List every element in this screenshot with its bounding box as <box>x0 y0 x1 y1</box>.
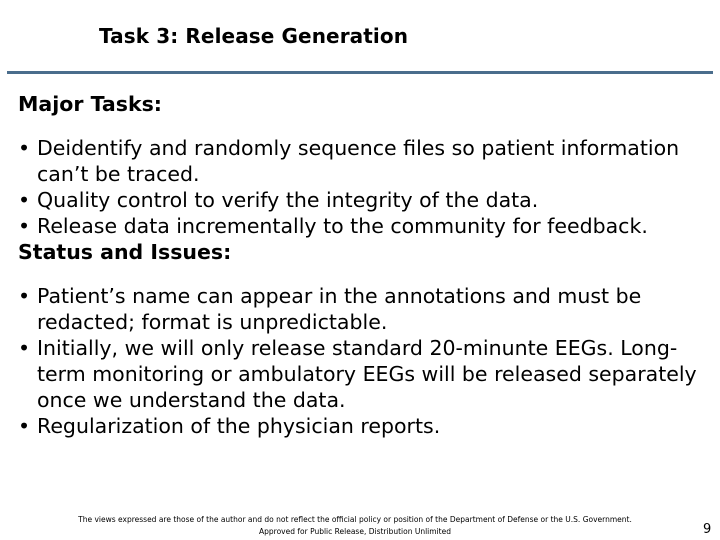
footer-disclaimer <box>0 514 710 538</box>
list-item: • Initially, we will only release standard 20-minunte EEGs. Long-term monitoring or ambulatory EEGs will be released separately once we understand the data. <box>18 335 708 413</box>
slide-content <box>18 91 708 439</box>
slide-title: Task 3: Release Generation <box>99 24 409 48</box>
list-item: • Patient’s name can appear in the annotations and must be redacted; format is unpredictable. <box>18 283 708 335</box>
list-item: • Regularization of the physician reports. <box>18 413 708 439</box>
footer-disclaimer-line: The views expressed are those of the author and do not reflect the official policy or position of the Department of Defense or the U.S. Government. <box>78 515 632 524</box>
list-item: • Release data incrementally to the community for feedback. <box>18 213 708 239</box>
section-heading-status-issues: Status and Issues: <box>18 240 232 264</box>
list-item: • Deidentify and randomly sequence files so patient information can’t be traced. <box>18 135 708 187</box>
section-heading-major-tasks: Major Tasks: <box>18 92 163 116</box>
title-divider <box>7 71 713 74</box>
page-number: 9 <box>703 522 712 537</box>
footer-release-line: Approved for Public Release, Distribution Unlimited <box>259 527 451 536</box>
status-issues-list <box>18 283 708 439</box>
major-tasks-list <box>18 135 708 239</box>
list-item: • Quality control to verify the integrity of the data. <box>18 187 708 213</box>
